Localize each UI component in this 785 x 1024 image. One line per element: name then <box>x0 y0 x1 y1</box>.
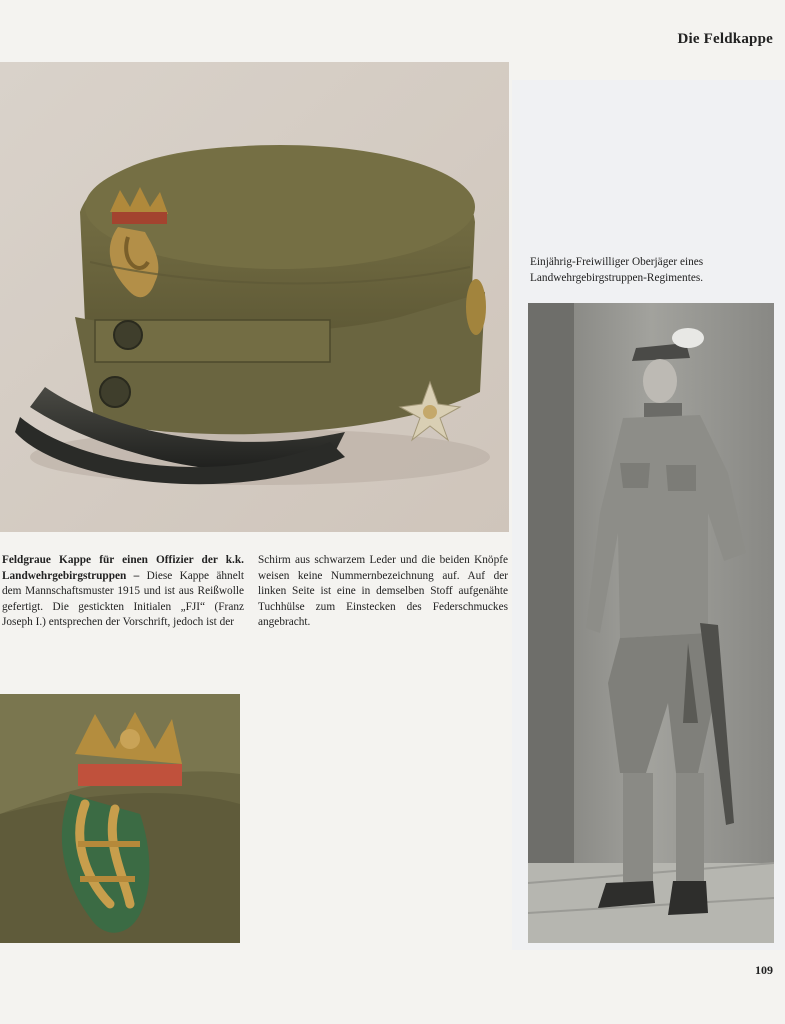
emblem-detail-photo <box>0 694 240 943</box>
cap-caption-body-left: Diese Kappe ähnelt dem Mannschaftsmuster 1915 und ist aus Reißwolle gefertigt. Die gestickten Initialen „FJI“ (Franz Joseph I.) entsprechen der Vorschrift, jedoch ist der <box>2 569 244 629</box>
portrait-caption-line2: Landwehrgebirgstruppen-Regimentes. <box>530 272 704 284</box>
page-number: 109 <box>755 963 773 977</box>
soldier-portrait-photo <box>528 303 774 943</box>
cap-caption-body-right: Schirm aus schwarzem Leder und die beiden Knöpfe weisen keine Nummernbezeichnung auf. Auf der linken Seite ist eine in demselben Stoff aufgenähte Tuchhülse zum Einstecken des Federschmuckes angebracht. <box>258 554 508 629</box>
cap-caption-left-column <box>2 553 244 631</box>
portrait-caption-line1: Einjährig-Freiwilliger Oberjäger eines <box>530 256 704 268</box>
cap-caption-lead: Feldgraue Kappe für einen Offizier der k.k. Landwehrgebirgstruppen – <box>2 554 244 582</box>
field-cap-photo <box>0 62 509 532</box>
cap-caption-right-column <box>258 553 508 631</box>
page-title: Die Feldkappe <box>677 31 773 47</box>
portrait-caption <box>530 254 776 286</box>
